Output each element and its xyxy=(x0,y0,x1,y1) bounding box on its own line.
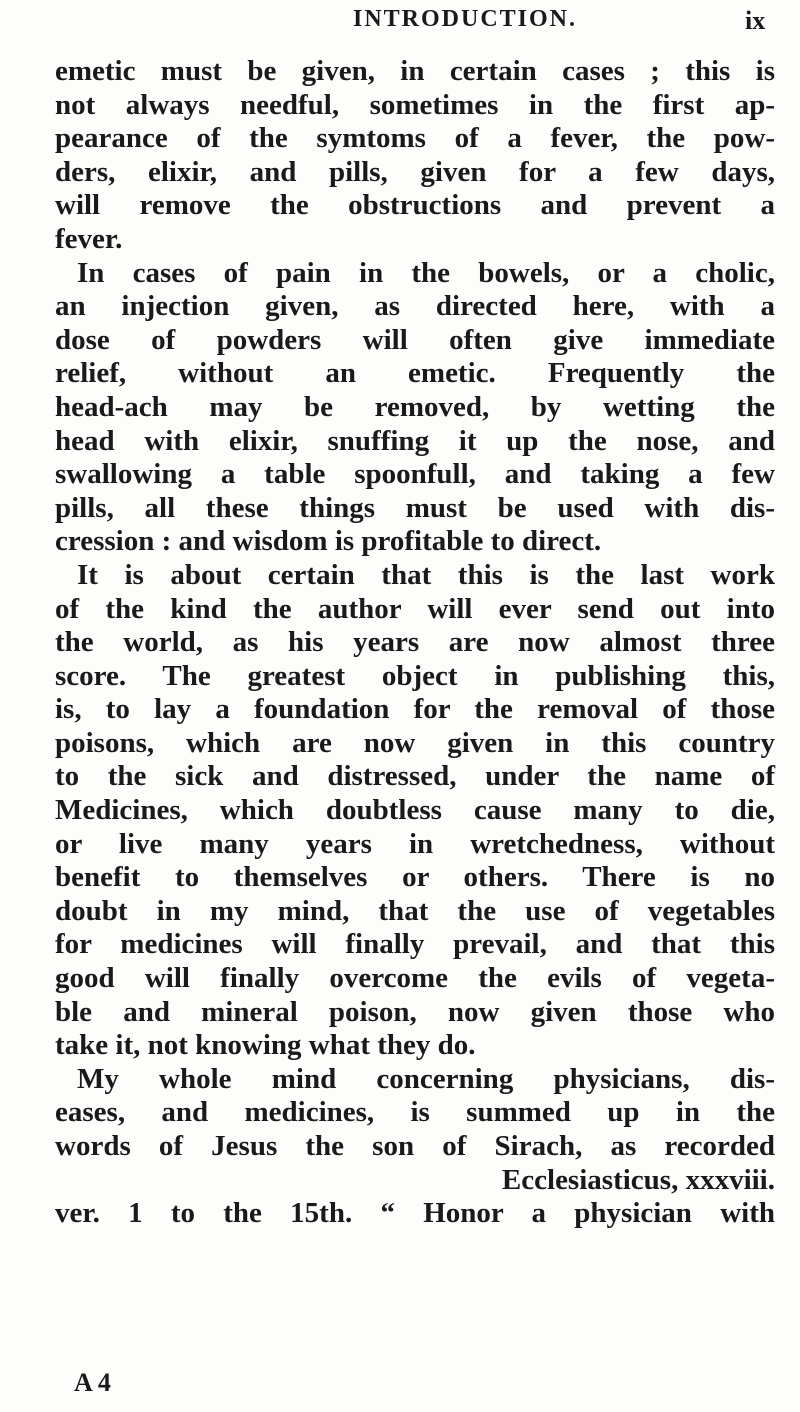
body-text xyxy=(55,55,775,1231)
text-line: or live many years in wretchedness, without xyxy=(55,827,775,860)
text-line: score. The greatest object in publishing this, xyxy=(55,659,775,692)
text-line: will remove the obstructions and prevent a xyxy=(55,189,775,222)
text-line: doubt in my mind, that the use of vegetables xyxy=(55,894,775,927)
paragraph-first-line: My whole mind concerning physicians, dis- xyxy=(77,1062,775,1095)
text-line: head-ach may be removed, by wetting the xyxy=(55,390,775,423)
text-line: to the sick and distressed, under the name of xyxy=(55,760,775,793)
text-line: poisons, which are now given in this country xyxy=(55,726,775,759)
text-line: benefit to themselves or others. There is no xyxy=(55,861,775,894)
text-line: words of Jesus the son of Sirach, as recorded xyxy=(55,1130,775,1162)
text-line: eases, and medicines, is summed up in the xyxy=(55,1096,775,1129)
running-head xyxy=(0,6,800,42)
text-line: is, to lay a foundation for the removal of those xyxy=(55,693,775,726)
text-line: ver. 1 to the 15th. “ Honor a physician with xyxy=(55,1197,775,1230)
text-line: Medicines, which doubtless cause many to die, xyxy=(55,794,775,827)
text-line: ble and mineral poison, now given those who xyxy=(55,995,775,1028)
running-title: INTRODUCTION. xyxy=(352,6,578,32)
text-line: of the kind the author will ever send out into xyxy=(55,592,775,625)
text-line: fever. xyxy=(55,222,123,255)
text-line: swallowing a table spoonfull, and taking a few xyxy=(55,458,775,491)
text-line: good will finally overcome the evils of vegeta- xyxy=(55,962,775,995)
text-line: cression : and wisdom is profitable to direct. xyxy=(55,525,602,558)
text-line: pearance of the symtoms of a fever, the pow- xyxy=(55,122,775,155)
paragraph-first-line: In cases of pain in the bowels, or a cholic, xyxy=(77,256,775,289)
text-line: ders, elixir, and pills, given for a few days, xyxy=(55,155,775,188)
page-number: ix xyxy=(745,6,766,35)
text-line: take it, not knowing what they do. xyxy=(55,1029,476,1062)
text-line: pills, all these things must be used with dis- xyxy=(55,491,775,524)
text-line: head with elixir, snuffing it up the nose, and xyxy=(55,424,775,457)
text-line: Ecclesiasticus, xxxviii. xyxy=(501,1163,775,1196)
text-line: emetic must be given, in certain cases ; this is xyxy=(55,55,775,87)
signature-mark: A 4 xyxy=(74,1368,111,1397)
paragraph-first-line: It is about certain that this is the last work xyxy=(77,558,775,591)
text-line: an injection given, as directed here, with a xyxy=(55,290,775,323)
text-line: for medicines will finally prevail, and that this xyxy=(55,928,775,961)
text-line: the world, as his years are now almost three xyxy=(55,626,775,659)
text-line: dose of powders will often give immediate xyxy=(55,323,775,356)
text-line: not always needful, sometimes in the first ap- xyxy=(55,88,775,121)
text-line: relief, without an emetic. Frequently the xyxy=(55,357,775,390)
